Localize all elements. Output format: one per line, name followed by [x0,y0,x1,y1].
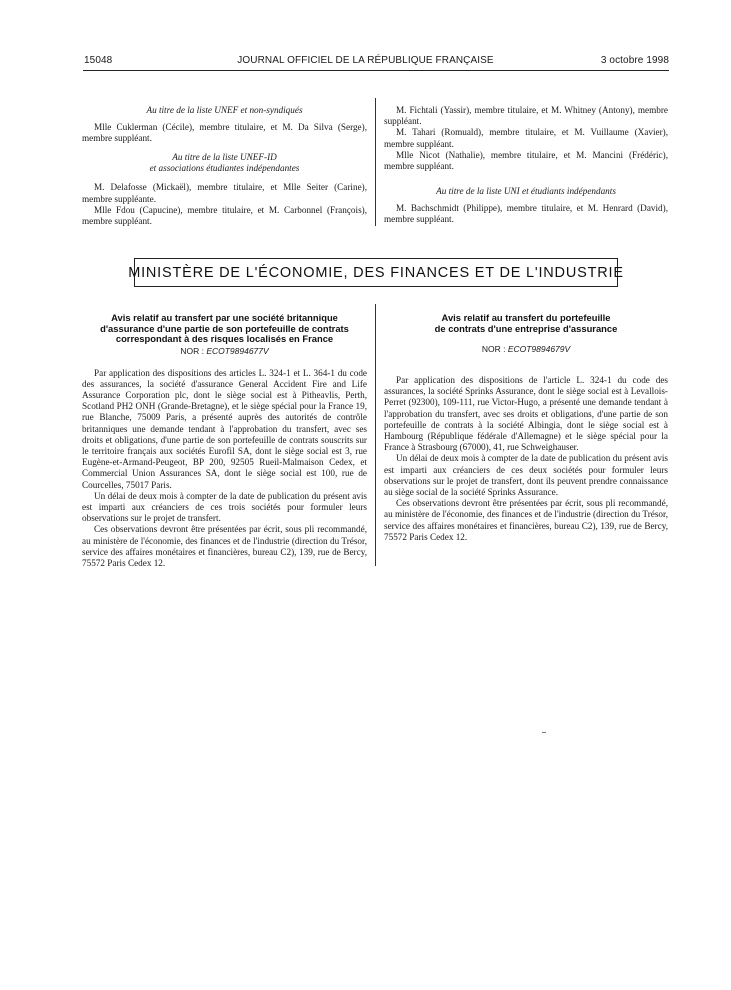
scan-speck [542,732,546,733]
member-paragraph: M. Delafosse (Mickaël), membre titulaire, et Mlle Seiter (Carine), membre suppléante. [82,182,367,204]
article-paragraph: Par application des dispositions des articles L. 324-1 et L. 364-1 du code des assurances, la société d'assurance General Accident Fire and Life Assurance Corporation plc, dont le siège social est à Pitheavlis, Perth, Scotland PH2 ONH (Grande-Bretagne), et le siège spécial pour la France 19, rue Blanche, 75009 Paris, a présenté auprès des autorités de contrôle britanniques une demande tendant à l'approbation du transfert, avec ses droits et obligations, d'une partie de son portefeuille de contrats souscrits sur le territoire français aux sociétés Eurofil SA, dont le siège social est 3, rue Eugène-et-Armand-Peugeot, BP 200, 92505 Rueil-Malmaison Cedex, et Commercial Union Assurances SA, dont le siège social est 100, rue de Courcelles, 75017 Paris. [82,367,367,490]
article-right-title-line2: de contrats d'une entreprise d'assurance [434,322,618,334]
journal-title: JOURNAL OFFICIEL DE LA RÉPUBLIQUE FRANÇAISE [237,55,494,66]
nor-code: ECOT9894677V [206,345,269,356]
article-right-body [384,375,668,543]
member-paragraph: Mlle Cuklerman (Cécile), membre titulaire, et M. Da Silva (Serge), membre suppléant. [82,122,367,144]
article-left-body [82,368,367,570]
member-paragraph: Mlle Nicot (Nathalie), membre titulaire, et M. Mancini (Frédéric), membre suppléant. [384,149,668,172]
article-left-nor [82,346,367,356]
member-paragraph: M. Fichtali (Yassir), membre titulaire, et M. Whitney (Antony), membre suppléant. [384,105,668,127]
article-paragraph: Ces observations devront être présentées par écrit, sous pli recommandé, au ministère de l'économie, des finances et de l'industrie (direction du Trésor, service des affaires monétaires et financières, bureau C2), 139, rue de Bercy, 75572 Paris Cedex 12. [82,524,367,568]
nor-label: NOR : [180,345,204,356]
article-left-title [82,313,367,345]
article-right-title-line1: Avis relatif au transfert du portefeuille [441,312,611,323]
member-paragraph: M. Bachschmidt (Philippe), membre titulaire, et M. Henrard (David), membre suppléant. [384,203,668,225]
article-paragraph: Un délai de deux mois à compter de la date de publication du présent avis est imparti aux créanciers de ces trois sociétés pour formuler leurs observations sur le projet de transfert. [82,490,367,524]
members-left-column [82,105,367,227]
page-number: 15048 [84,55,113,66]
list-title-unef-id-line2: et associations étudiantes indépendantes [149,163,300,174]
article-paragraph: Ces observations devront être présentées par écrit, sous pli recommandé, au ministère de l'économie, des finances et de l'industrie (direction du Trésor, service des affaires monétaires et financières, bureau C2), 139, rue de Bercy, 75572 Paris Cedex 12. [384,498,668,542]
column-divider [375,98,376,226]
nor-label: NOR : [481,344,506,354]
article-left-title-line1: Avis relatif au transfert par une société britannique [111,312,338,323]
members-right-column [384,105,668,226]
article-right [384,313,668,543]
publication-date: 3 octobre 1998 [600,55,669,66]
article-left-title-line2: d'assurance d'une partie de son portefeuille de contrats [100,322,349,334]
member-paragraph: Mlle Fdou (Capucine), membre titulaire, et M. Carbonnel (François), membre suppléant. [82,204,367,227]
list-title-unef-id-line1: Au titre de la liste UNEF-ID [172,152,277,163]
list-title-unef: Au titre de la liste UNEF et non-syndiqués [146,105,303,115]
header-rule [83,70,669,71]
nor-code: ECOT9894679V [507,344,571,354]
article-right-title [384,313,668,334]
ministry-heading-box [128,258,624,287]
column-divider [375,304,376,566]
ministry-title: MINISTÈRE DE L'ÉCONOMIE, DES FINANCES ET DE L'INDUSTRIE [128,264,624,281]
list-title-unef-id [82,152,367,174]
article-paragraph: Un délai de deux mois à compter de la date de publication du présent avis est imparti aux créanciers de ces deux sociétés pour formuler leurs observations sur le projet de transfert, dont ils peuvent prendre connaissance au siège social de la société Sprinks Assurance. [384,453,668,498]
member-paragraph: M. Tahari (Romuald), membre titulaire, et M. Vuillaume (Xavier), membre suppléant. [384,127,668,149]
list-title-uni: Au titre de la liste UNI et étudiants indépendants [436,186,616,197]
article-right-nor [384,344,668,354]
article-paragraph: Par application des dispositions de l'article L. 324-1 du code des assurances, la société Sprinks Assurance, dont le siège social est à Levallois-Perret (92300), 109-111, rue Victor-Hugo, a présenté une demande tendant à l'approbation du transfert, avec ses droits et obligations, d'une partie de son portefeuille de contrats à la société Albingia, dont le siège social est à Hambourg (République fédérale d'Allemagne) et le siège spécial pour la France à Strasbourg (67000), 41, rue Schweighauser. [384,375,668,453]
article-left-title-line3: correspondant à des risques localisés en France [115,333,334,344]
article-left [82,313,367,569]
